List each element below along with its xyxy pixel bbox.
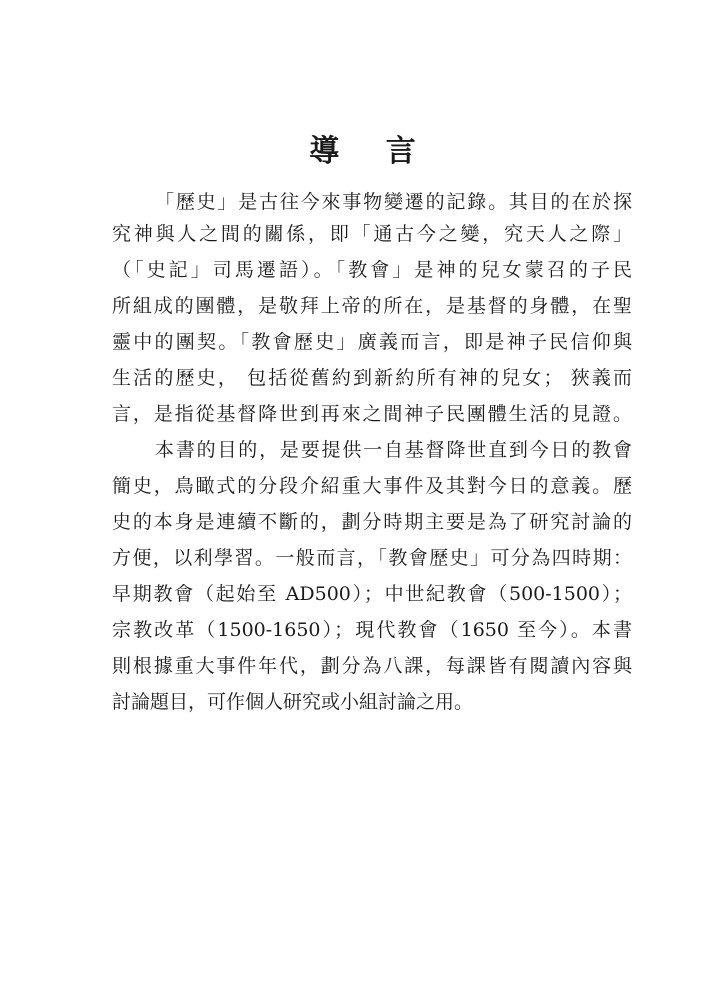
paragraph-2-line-1: 本書的目的，是要提供一自基督降世直到今日的教會 [155, 439, 632, 461]
paragraph-1-line-7: 言，是指從基督降世到再來之間神子民團體生活的見證。 [112, 403, 632, 425]
paragraph-2-line-5: 早期教會（起始至 AD500）；中世紀教會（500-1500）； [112, 583, 632, 605]
paragraph-1-line-4: 所組成的團體，是敬拜上帝的所在，是基督的身體，在聖 [112, 295, 632, 317]
paragraph-2-line-6: 宗教改革（1500-1650）；現代教會（1650 至今）。本書 [112, 619, 632, 641]
paragraph-1-line-3: （「史記」司馬遷語）。「教會」是神的兒女蒙召的子民 [112, 259, 632, 281]
paragraph-2-line-4: 方便，以利學習。一般而言，「教會歷史」可分為四時期： [112, 547, 632, 569]
paragraph-2-line-3: 史的本身是連續不斷的，劃分時期主要是為了研究討論的 [112, 511, 632, 533]
paragraph-1-line-5: 靈中的團契。「教會歷史」廣義而言，即是神子民信仰與 [112, 331, 632, 353]
paragraph-2-line-8: 討論題目，可作個人研究或小組討論之用。 [112, 691, 474, 713]
paragraph-2-line-7: 則根據重大事件年代，劃分為八課，每課皆有閱讀內容與 [112, 655, 632, 677]
paragraph-1-line-6: 生活的歷史， 包括從舊約到新約所有神的兒女； 狹義而 [112, 367, 632, 389]
paragraph-1-line-2: 究神與人之間的關係，即「通古今之變，究天人之際」 [112, 223, 632, 245]
page-title: 導 言 [309, 134, 434, 169]
paragraph-1-line-1: 「歷史」是古往今來事物變遷的記錄。其目的在於探 [155, 191, 632, 213]
paragraph-2-line-2: 簡史，鳥瞰式的分段介紹重大事件及其對今日的意義。歷 [112, 475, 632, 497]
